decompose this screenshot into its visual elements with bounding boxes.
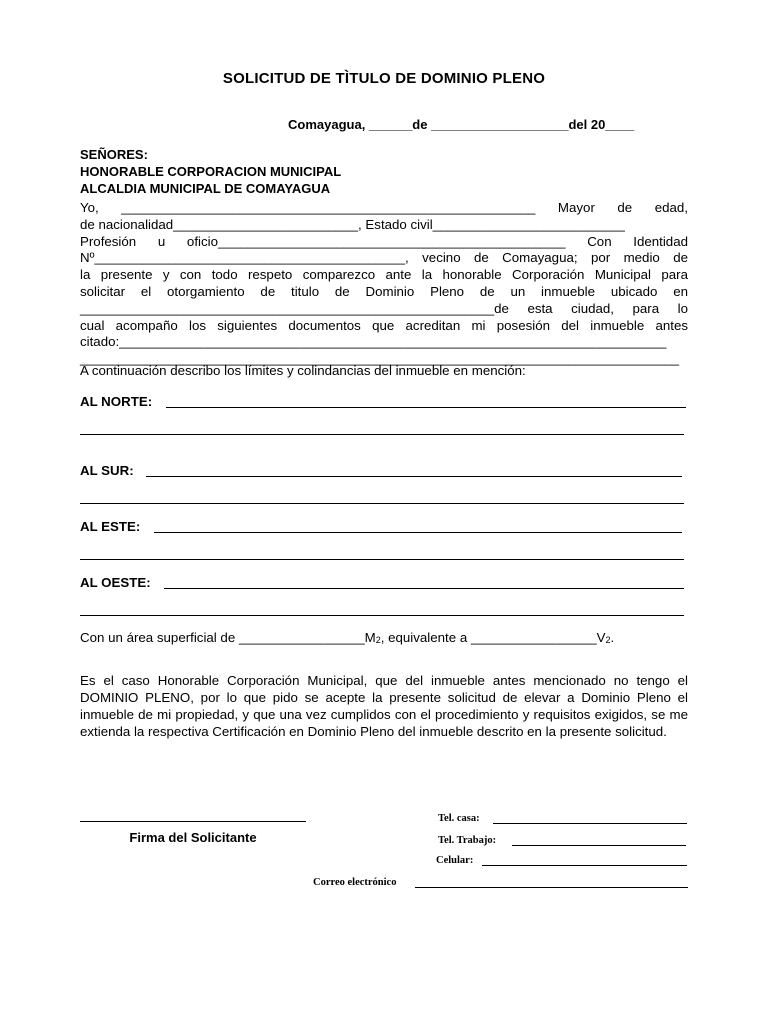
area-middle: , equivalente a _________________V [380,630,606,645]
west-fill-line[interactable] [164,588,684,589]
body-line: Nº__________________________________________, vecino de Comayagua; por medio de [80,250,688,266]
body-line: _________________________________________________________________________________ [80,351,680,367]
signature-label: Firma del Solicitante [129,830,257,845]
north-fill-line[interactable] [166,407,686,408]
tel-casa-label: Tel. casa: [438,813,480,824]
addressee-line: SEÑORES: [80,147,148,162]
closing-paragraph: Es el caso Honorable Corporación Municipal, que del inmueble antes mencionado no tengo el DOMINIO PLENO, por lo que pido se acepte la presente solicitud de elevar a Dominio Pleno el inmueble de mi propiedad, y que una vez cumplidos con el procedimiento y requisitos exigidos, se me extienda la respectiva Certificación en Dominio Pleno del inmueble descrito en la presente solicitud. [80,673,688,739]
body-line: cual acompaño los siguientes documentos que acreditan mi posesión del inmueble antes [80,317,688,333]
east-fill-line[interactable] [154,532,682,533]
area-unit-sub: 2 [375,635,381,645]
body-line: solicitar el otorgamiento de titulo de Dominio Pleno de un inmueble ubicado en [80,283,688,299]
body-line: Yo, ________________________________________________________ Mayor de edad, [80,200,688,215]
body-line: de nacionalidad_________________________, Estado civil__________________________ [80,216,625,232]
east-fill-line[interactable] [80,559,684,560]
addressee-block [80,146,341,197]
west-fill-line[interactable] [80,615,684,616]
east-label: AL ESTE: [80,519,141,534]
body-line: ________________________________________________________de esta ciudad, para lo [80,300,688,316]
south-fill-line[interactable] [146,476,682,477]
body-line: la presente y con todo respeto comparezco ante la honorable Corporación Municipal para [80,267,688,283]
area-prefix: Con un área superficial de _________________M [80,630,376,645]
body-line: Profesión u oficio_______________________________________________ Con Identidad [80,233,688,249]
north-label: AL NORTE: [80,394,153,409]
area-suffix: . [610,630,615,645]
north-fill-line[interactable] [80,434,684,435]
area-unit-sub: 2 [605,635,611,645]
area-line [80,630,614,645]
south-fill-line[interactable] [80,503,684,504]
applicant-paragraph [80,200,688,368]
correo-label: Correo electrónico [313,877,397,888]
south-label: AL SUR: [80,463,134,478]
celular-label: Celular: [436,855,474,866]
addressee-line: HONORABLE CORPORACION MUNICIPAL [80,164,342,179]
tel-trabajo-label: Tel. Trabajo: [438,835,497,846]
limits-intro: A continuación describo los límites y colindancias del inmueble en mención: [80,363,526,378]
addressee-line: ALCALDIA MUNICIPAL DE COMAYAGUA [80,181,331,196]
celular-field[interactable] [482,865,687,866]
tel-casa-field[interactable] [493,823,687,824]
dateline: Comayagua, ______de ___________________del 20____ [288,117,635,132]
document-title: SOLICITUD DE TÌTULO DE DOMINIO PLENO [222,70,546,87]
west-label: AL OESTE: [80,575,151,590]
tel-trabajo-field[interactable] [512,845,686,846]
correo-field[interactable] [415,887,688,888]
body-line: citado:__________________________________________________________________________ [80,334,667,350]
signature-line[interactable] [80,821,306,822]
